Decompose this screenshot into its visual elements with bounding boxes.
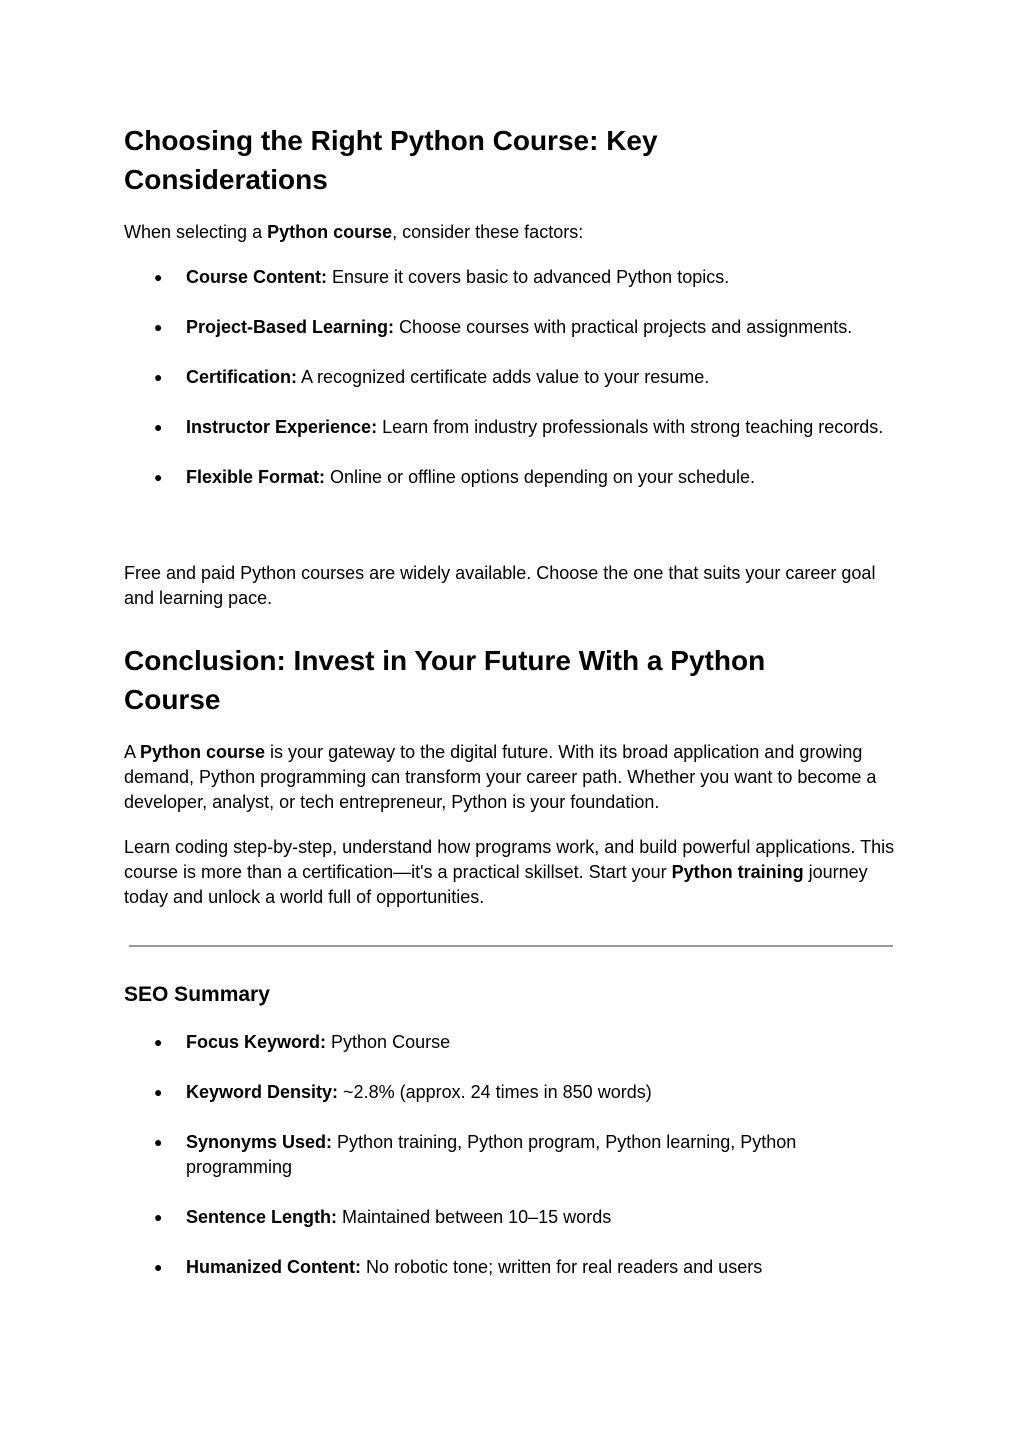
list-item-text: Ensure it covers basic to advanced Python topics. <box>327 267 730 287</box>
bullet-icon: ● <box>154 419 163 435</box>
list-item <box>124 315 900 340</box>
list-item <box>124 465 900 490</box>
section-heading-seo-summary: SEO Summary <box>124 983 270 1006</box>
conclusion-text-bold: Python course <box>140 742 266 762</box>
list-item-text: Choose courses with practical projects and assignments. <box>394 317 853 337</box>
list-item-label: Keyword Density: <box>186 1082 339 1102</box>
list-item-label: Humanized Content: <box>186 1257 361 1277</box>
list-item-text: Learn from industry professionals with strong teaching records. <box>377 417 884 437</box>
list-item <box>124 1255 900 1280</box>
conclusion-paragraph-2 <box>124 835 904 910</box>
list-item-label: Flexible Format: <box>186 467 326 487</box>
list-item-label: Synonyms Used: <box>186 1132 333 1152</box>
conclusion-text-bold: Python training <box>671 862 804 882</box>
horizontal-divider <box>129 945 893 947</box>
bullet-icon: ● <box>154 1259 163 1275</box>
intro-paragraph <box>124 220 583 245</box>
list-item-text: ~2.8% (approx. 24 times in 850 words) <box>338 1082 652 1102</box>
list-item <box>124 1130 900 1180</box>
conclusion-text-pre: Learn coding step-by-step, understand how programs work, and build powerful applications. This course is more than a certification—it's a practical skillset. Start your <box>124 837 895 882</box>
list-item-text: No robotic tone; written for real readers and users <box>361 1257 763 1277</box>
intro-text-post: , consider these factors: <box>392 222 584 242</box>
bullet-icon: ● <box>154 1134 163 1150</box>
list-item-text: Maintained between 10–15 words <box>337 1207 612 1227</box>
bullet-icon: ● <box>154 1209 163 1225</box>
section-heading-conclusion: Conclusion: Invest in Your Future With a Python Course <box>124 645 766 715</box>
factors-list <box>124 265 900 515</box>
list-item <box>124 1030 900 1055</box>
list-item <box>124 1080 900 1105</box>
intro-text-pre: When selecting a <box>124 222 268 242</box>
bullet-icon: ● <box>154 1034 163 1050</box>
bullet-icon: ● <box>154 369 163 385</box>
bullet-icon: ● <box>154 269 163 285</box>
list-item-label: Instructor Experience: <box>186 417 378 437</box>
bullet-icon: ● <box>154 319 163 335</box>
conclusion-paragraph-1 <box>124 740 904 815</box>
seo-summary-list <box>124 1030 900 1305</box>
list-item <box>124 415 900 440</box>
list-item-label: Sentence Length: <box>186 1207 338 1227</box>
intro-text-bold: Python course <box>267 222 393 242</box>
conclusion-text-post: journey today and unlock a world full of opportunities. <box>124 862 868 907</box>
list-item-label: Focus Keyword: <box>186 1032 327 1052</box>
bullet-icon: ● <box>154 1084 163 1100</box>
list-item-label: Course Content: <box>186 267 327 287</box>
conclusion-text-post: is your gateway to the digital future. With its broad application and growing demand, Python programming can transform your career path. Whether you want to become a developer, analyst, or tech entrepreneur, Python is your foundation. <box>124 742 877 812</box>
list-item <box>124 1205 900 1230</box>
list-item <box>124 265 900 290</box>
list-item-text: Online or offline options depending on your schedule. <box>325 467 756 487</box>
list-item-text: Python training, Python program, Python learning, Python programming <box>186 1132 797 1177</box>
list-item-text: Python Course <box>326 1032 451 1052</box>
list-item <box>124 365 900 390</box>
closing-paragraph: Free and paid Python courses are widely available. Choose the one that suits your career goal and learning pace. <box>124 563 876 608</box>
bullet-icon: ● <box>154 469 163 485</box>
conclusion-text-pre: A <box>124 742 141 762</box>
list-item-text: A recognized certificate adds value to your resume. <box>297 367 710 387</box>
section-heading-choosing-course: Choosing the Right Python Course: Key Considerations <box>124 125 658 195</box>
list-item-label: Certification: <box>186 367 298 387</box>
list-item-label: Project-Based Learning: <box>186 317 395 337</box>
